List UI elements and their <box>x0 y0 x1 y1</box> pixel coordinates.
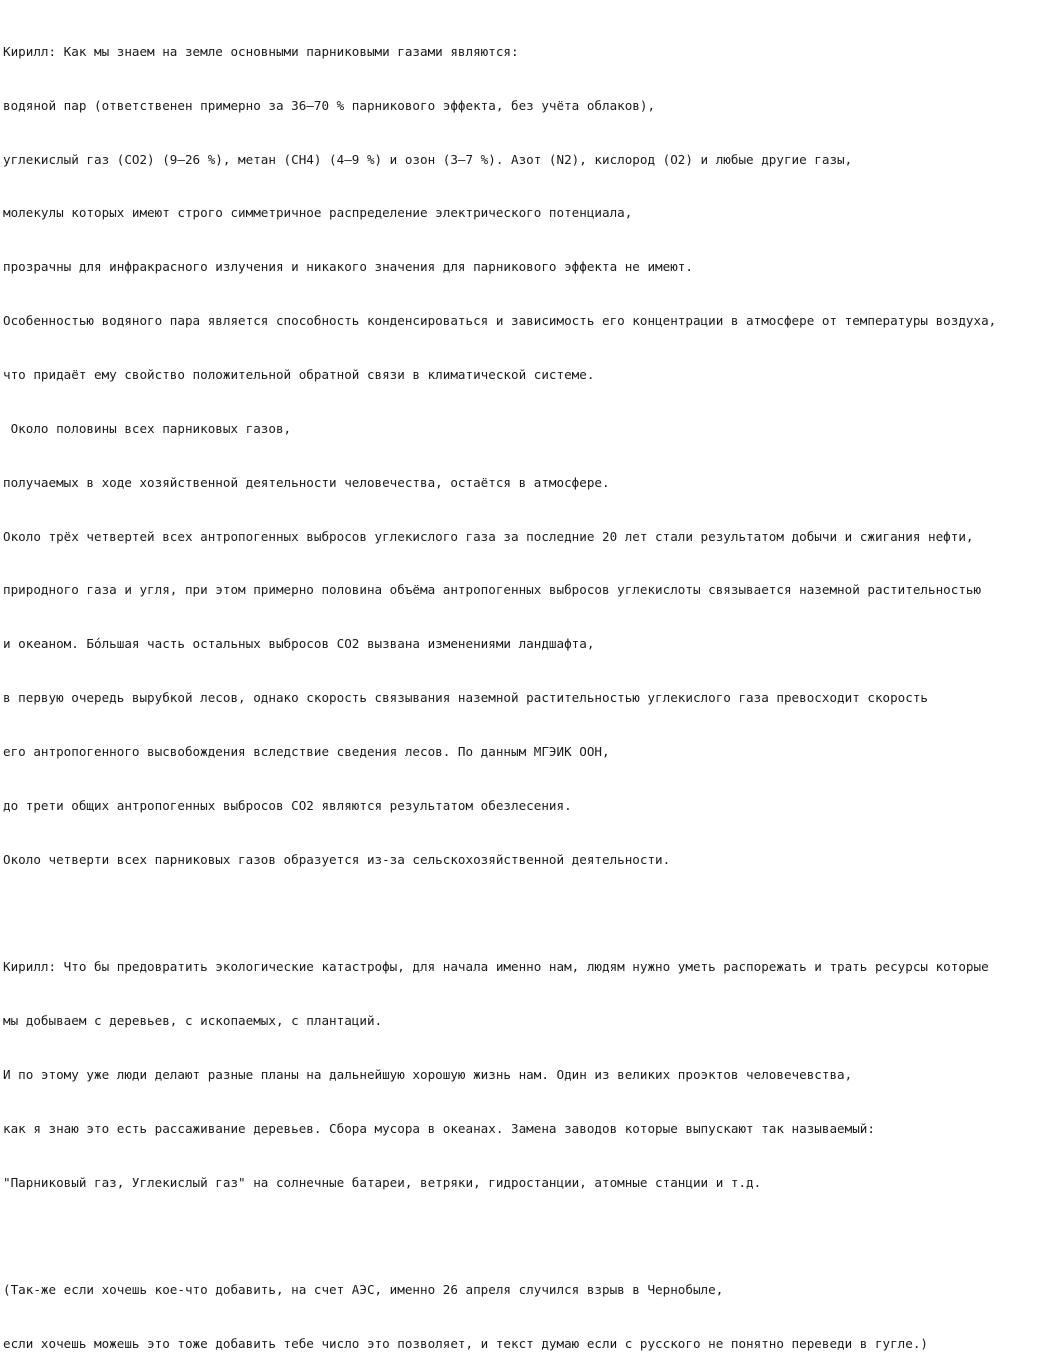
text-line: И по этому уже люди делают разные планы на дальнейшую хорошую жизнь нам. Один из великих проэктов человечевства, <box>3 1066 853 1082</box>
text-line: как я знаю это есть рассаживание деревьев. Сбора мусора в океанах. Замена заводов которые выпускают так называемый: <box>3 1120 875 1136</box>
text-line: Особенностью водяного пара является способность конденсироваться и зависимость его концентрации в атмосфере от температуры воздуха, <box>3 313 997 329</box>
blank-line <box>3 1227 1060 1245</box>
blank-line <box>3 904 1060 922</box>
text-line: "Парниковый газ, Углекислый газ" на солнечные батареи, ветряки, гидростанции, атомные станции и т.д. <box>3 1174 762 1190</box>
text-line: если хочешь можешь это тоже добавить тебе число это позволяет, и текст думаю если с русского не понятно переведи в гугле.) <box>3 1336 929 1352</box>
text-line: молекулы которых имеют строго симметричное распределение электрического потенциала, <box>3 205 633 221</box>
text-line: до трети общих антропогенных выбросов CO2 являются результатом обезлесения. <box>3 797 572 813</box>
text-line: и океаном. Бóльшая часть остальных выбросов CO2 вызвана изменениями ландшафта, <box>3 636 595 652</box>
text-line: углекислый газ (CO2) (9—26 %), метан (CH4) (4—9 %) и озон (3—7 %). Азот (N2), кислород (O2) и любые другие газы, <box>3 151 853 167</box>
text-line: водяной пар (ответственен примерно за 36—70 % парникового эффекта, без учёта облаков), <box>3 97 656 113</box>
text-line: получаемых в ходе хозяйственной деятельности человечества, остаётся в атмосфере. <box>3 474 610 490</box>
text-line: Около половины всех парниковых газов, <box>3 420 292 436</box>
text-line: прозрачны для инфракрасного излучения и никакого значения для парникового эффекта не имеют. <box>3 259 693 275</box>
text-line: Около трёх четвертей всех антропогенных выбросов углекислого газа за последние 20 лет стали результатом добычи и сжигания нефти, <box>3 528 974 544</box>
text-line: что придаёт ему свойство положительной обратной связи в климатической системе. <box>3 366 595 382</box>
text-line: в первую очередь вырубкой лесов, однако скорость связывания наземной растительностью углекислого газа превосходит скорость <box>3 690 929 706</box>
text-line: мы добываем с деревьев, с ископаемых, с плантаций. <box>3 1013 383 1029</box>
text-line: Около четверти всех парниковых газов образуется из-за сельскохозяйственной деятельности. <box>3 851 671 867</box>
text-line: Кирилл: Что бы предовратить экологические катастрофы, для начала именно нам, людям нужно уметь распорежать и трать ресурсы которые <box>3 959 989 975</box>
text-line: природного газа и угля, при этом примерно половина объёма антропогенных выбросов углекислоты связывается наземной растительностью <box>3 582 982 598</box>
text-line: (Так-же если хочешь кое-что добавить, на счет АЭС, именно 26 апреля случился взрыв в Чернобыле, <box>3 1282 724 1298</box>
text-line: его антропогенного высвобождения вследствие сведения лесов. По данным МГЭИК ООН, <box>3 743 610 759</box>
text-line: Кирилл: Как мы знаем на земле основными парниковыми газами являются: <box>3 43 519 59</box>
